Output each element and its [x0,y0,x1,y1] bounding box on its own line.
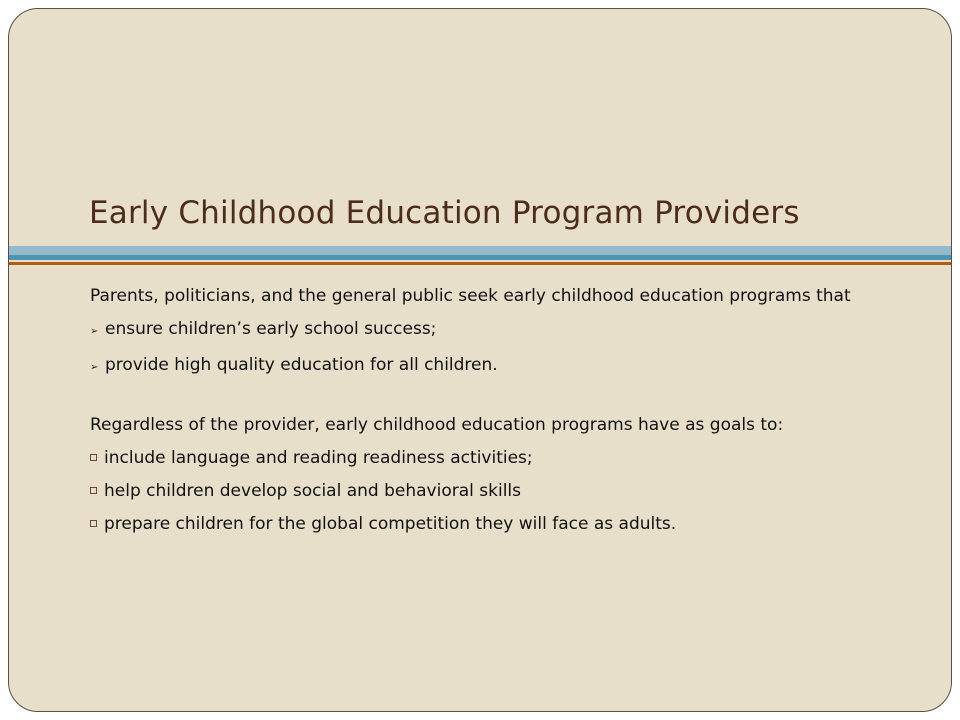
arrow-bullet-icon: ➢ [90,362,99,373]
section2-intro: Regardless of the provider, early childhood education programs have as goals to: [90,415,784,435]
section1-bullet-list [90,318,890,379]
list-item [90,318,890,343]
slide-body [90,285,890,535]
section-spacer [90,379,890,414]
arrow-bullet-icon: ➢ [90,326,99,337]
bullet-text: help children develop social and behavioral skills [104,481,521,501]
bullet-text: prepare children for the global competition they will face as adults. [104,514,677,534]
bullet-text: include language and reading readiness activities; [104,448,533,468]
square-bullet-icon [90,520,97,527]
divider-orange [9,262,951,265]
divider-light-blue [9,246,951,255]
slide [8,8,952,712]
square-bullet-icon [90,454,97,461]
list-item [90,354,890,379]
slide-title: Early Childhood Education Program Providers [89,195,800,231]
list-item [90,447,890,469]
list-item [90,480,890,502]
section1-intro: Parents, politicians, and the general public seek early childhood education programs that [90,286,851,306]
list-item [90,513,890,535]
bullet-text: provide high quality education for all children. [105,355,498,375]
title-divider [9,246,951,265]
bullet-text: ensure children’s early school success; [105,319,437,339]
square-bullet-icon [90,487,97,494]
section2-bullet-list [90,447,890,535]
